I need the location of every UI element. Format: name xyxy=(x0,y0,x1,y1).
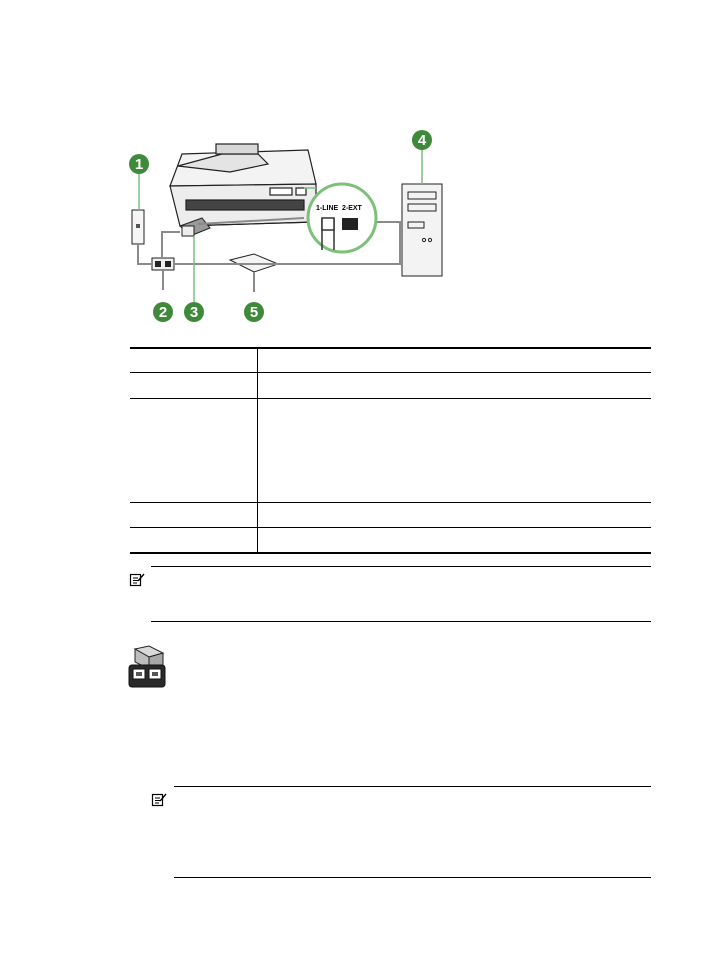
callout-2 xyxy=(153,302,173,322)
port-label-line: 1-LINE xyxy=(316,205,339,212)
svg-text:2: 2 xyxy=(158,304,168,321)
callout-3 xyxy=(184,236,204,322)
note-icon xyxy=(129,571,145,587)
note-bottom-rule xyxy=(151,621,651,622)
port-label-ext: 2-EXT xyxy=(342,205,362,212)
svg-text:5: 5 xyxy=(249,304,259,321)
table-bottom-border xyxy=(130,552,651,554)
note-top-rule xyxy=(174,786,651,787)
table-row-divider xyxy=(130,502,651,503)
printer-illustration xyxy=(170,144,316,226)
callout-5 xyxy=(244,302,264,322)
note-icon xyxy=(151,791,167,807)
svg-text:1: 1 xyxy=(134,156,144,173)
connection-diagram xyxy=(118,126,458,326)
parallel-splitter xyxy=(152,258,174,270)
table-column-divider xyxy=(257,347,258,554)
note-top-rule xyxy=(151,566,651,567)
table-top-border xyxy=(130,347,651,349)
table-row-divider xyxy=(130,398,651,399)
callout-4 xyxy=(412,130,432,184)
computer-tower xyxy=(402,184,442,276)
table-row-divider xyxy=(130,527,651,528)
splitter-icon xyxy=(127,645,167,689)
svg-text:3: 3 xyxy=(189,304,199,321)
table-row-divider xyxy=(130,372,651,373)
svg-text:4: 4 xyxy=(417,132,427,149)
callout-1 xyxy=(129,154,149,210)
note-bottom-rule xyxy=(174,877,651,878)
